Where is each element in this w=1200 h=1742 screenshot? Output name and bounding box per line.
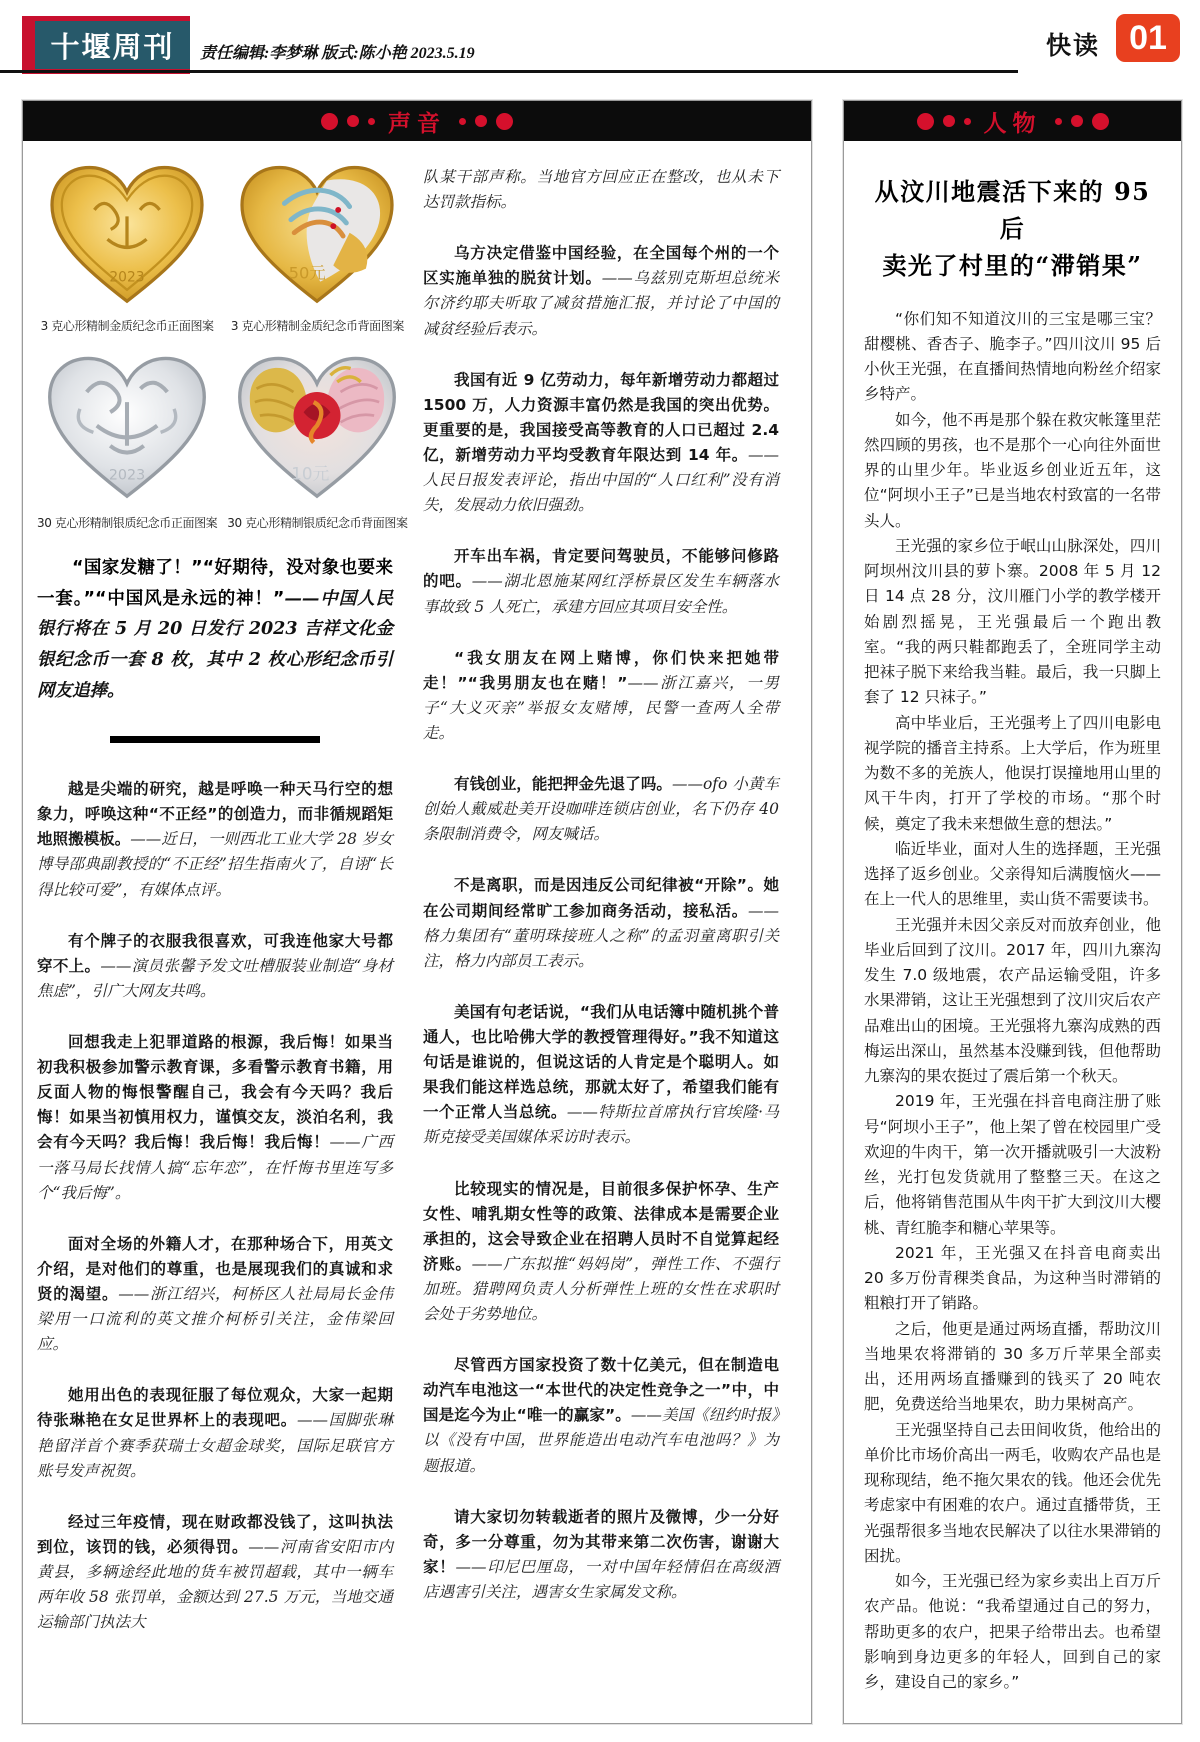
article-paragraph (864, 408, 1161, 534)
article-paragraph-text: “你们知不知道汶川的三宝是哪三宝？甜樱桃、香杏子、脆李子。”四川汶川 95 后小伙王光强，在直播间热情地向粉丝介绍家乡特产。 (864, 309, 1161, 404)
article-paragraph (864, 534, 1161, 711)
quote-text: 不是离职，而是因违反公司纪律被“开除”。她在公司期间经常旷工参加商务活动，接私活。 (423, 876, 779, 920)
masthead-title: 十堰周刊 (35, 21, 190, 69)
quote-text: 她用出色的表现征服了每位观众，大家一起期待张琳艳在女足世界杯上的表现吧。 (37, 1386, 393, 1430)
article-paragraph-text: 王光强的家乡位于岷山山脉深处，四川阿坝州汶川县的萝卜寨。2008 年 5 月 12 日 14 点 28 分，汶川雁门小学的教学楼开始剧烈摇晃，王光强最后一个跑出教室。“我的两只鞋都跑丢了，全班同学主动把袜子脱下来给我当鞋。最后，我一只脚上套了 12 只袜子。” (864, 536, 1161, 707)
quote-paragraph (423, 873, 779, 973)
coin-value-label: 10元 (291, 463, 330, 484)
editor-credit-line: 责任编辑:李梦琳 版式:陈小艳 2023.5.19 (200, 45, 475, 62)
quote-paragraph (37, 1510, 393, 1636)
attribution-text: ——近日，一则西北工业大学 28 岁女博导邵典副教授的“不正经”招生指南火了，自诩“长得比较可爱”，有媒体点评。 (37, 830, 393, 899)
quote-paragraph (423, 241, 779, 341)
quote-text: 美国有句老话说，“我们从电话簿中随机挑个普通人，也比哈佛大学的教授管理得好。”我不知道这句话是谁说的，但说这话的人肯定是个聪明人。如果我们能这样选总统，那就太好了，希望我们能有一个正常人当总统。 (423, 1002, 779, 1122)
people-article (844, 141, 1181, 1695)
quote-paragraph (423, 1353, 779, 1479)
article-paragraph (864, 1569, 1161, 1695)
quote-paragraph (37, 1383, 393, 1483)
attribution-text: ——乌兹别克斯坦总统米尔济约耶夫听取了减贫措施汇报，并讨论了中国的减贫经验后表示。 (423, 269, 779, 338)
article-paragraph-text: 王光强坚持自己去田间收货，他给出的单价比市场价高出一两毛，收购农产品也是现称现结，绝不拖欠果农的钱。他还会优先考虑家中有困难的农户。通过直播带货，王光强帮很多当地农民解决了以往水果滞销的困扰。 (864, 1420, 1161, 1565)
coin-photo-silver-back (227, 350, 407, 531)
quote-text: 越是尖端的研究，越是呼唤一种天马行空的想象力，呼唤这种“不正经”的创造力，而非循规蹈矩地照搬模板。 (37, 780, 393, 849)
article-paragraph-text: 之后，他更是通过两场直播，帮助汶川当地果农将滞销的 30 多万斤苹果全部卖出，还用两场直播赚到的钱买了 20 吨农肥，免费送给当地果农，助力果树高产。 (864, 1319, 1161, 1414)
quote-paragraph (423, 544, 779, 619)
quote-text: 经过三年疫情，现在财政都没钱了，这叫执法到位，该罚的钱，必须得罚。 (37, 1512, 393, 1556)
attribution-text: ——国脚张琳艳留洋首个赛季获瑞士女超金球奖，国际足联官方账号发声祝贺。 (37, 1411, 393, 1480)
coin-value-label: 50元 (289, 263, 327, 283)
silver-coin-front-image (43, 350, 211, 508)
section-label: 快读 (1046, 31, 1101, 60)
attribution-text: ——特斯拉首席执行官埃隆·马斯克接受美国媒体采访时表示。 (423, 1103, 779, 1147)
article-paragraph-text: 2019 年，王光强在抖音电商注册了账号“阿坝小王子”，他上架了曾在校园里广受欢迎的牛肉干，第一次开播就吸引一大波粉丝，光打包发货就用了整整三天。在这之后，他将销售范围从牛肉干扩大到汶川大樱桃、青红脆李和糖心苹果等。 (864, 1092, 1161, 1237)
quote-text: 有个牌子的衣服我很喜欢，可我连他家大号都穿不上。 (37, 931, 393, 975)
quote-paragraph (423, 1000, 779, 1151)
red-dot-icon (964, 118, 971, 125)
gold-coin-front-image (43, 161, 211, 311)
quote-text: 请大家切勿转载逝者的照片及微博，少一分好奇，多一分尊重，勿为其带来第二次伤害，谢谢大家！ (423, 1507, 779, 1576)
quote-paragraph (423, 772, 779, 847)
header-rule (0, 70, 1018, 73)
red-dot-icon (943, 115, 955, 127)
coin-year-label: 2023 (109, 269, 145, 286)
quote-paragraph (423, 1177, 779, 1328)
quote-text: 回想我走上犯罪道路的根源，我后悔！如果当初我积极参加警示教育课，多看警示教育书籍，用反面人物的悔恨警醒自己，我会有今天吗？我后悔！如果当初慎用权力，谨慎交友，淡泊名利，我会有今天吗？我后悔！我后悔！我后悔！ (37, 1033, 393, 1152)
coin-photo-silver-front (37, 350, 217, 531)
lead-quote-text: “国家发糖了！”“好期待，没对象也要来一套。”“中国风是永远的神！” (37, 558, 393, 609)
article-paragraph (864, 837, 1161, 913)
article-paragraph-text: 临近毕业，面对人生的选择题，王光强选择了返乡创业。父亲得知后满腹恼火——在上一代人的思维里，卖山货不需要读书。 (864, 839, 1161, 909)
people-paragraph-list (864, 307, 1161, 1696)
red-dot-icon (321, 113, 338, 130)
article-paragraph (864, 711, 1161, 837)
voice-column-2 (423, 161, 779, 1661)
red-dot-icon (1092, 113, 1109, 130)
lead-attribution-text: ——中国人民银行将在 5 月 20 日发行 2023 吉祥文化金银纪念币一套 8 枚，其中 2 枚心形纪念币引网友追捧。 (37, 588, 393, 701)
attribution-text: ——广西一落马局长找情人搞“忘年恋”，在忏悔书里连写多个“我后悔”。 (37, 1133, 393, 1202)
people-section-title: 人物 (983, 110, 1042, 137)
article-paragraph (864, 1089, 1161, 1241)
quote-text: 我国有近 9 亿劳动力，每年新增劳动力都超过 1500 万，人力资源丰富仍然是我国的突出优势。更重要的是，我国接受高等教育的人口已超过 2.4 亿，新增劳动力平均受教育年限达到 14 年。 (423, 370, 779, 464)
attribution-text: ——人民日报发表评论，指出中国的“人口红利”没有消失，发展动力依旧强劲。 (423, 445, 779, 515)
article-paragraph-text: 2021 年，王光强又在抖音电商卖出 20 多万份青稞类食品，为这种当时滞销的粗粮打开了销路。 (864, 1243, 1161, 1313)
quote-text: 有钱创业，能把押金先退了吗。 (454, 775, 672, 794)
coin-caption: 30 克心形精制银质纪念币正面图案 (37, 516, 218, 530)
quote-text: 乌方决定借鉴中国经验，在全国每个州的一个区实施单独的脱贫计划。 (423, 244, 779, 288)
quote-paragraph (423, 368, 779, 519)
red-dot-icon (475, 115, 487, 127)
voice-body (23, 141, 811, 1661)
coin-caption: 30 克心形精制银质纪念币背面图案 (227, 516, 408, 530)
red-dot-icon (1055, 118, 1062, 125)
voice-section-title: 声音 (388, 110, 446, 137)
quote-text: “我女朋友在网上赌博，你们快来把她带走！”“我男朋友也在赌！” (423, 648, 779, 692)
page-number-badge: 01 (1116, 14, 1180, 62)
red-dot-icon (1071, 115, 1083, 127)
quote-text: 开车出车祸，肯定要问驾驶员，不能够问修路的吧。 (423, 547, 779, 591)
article-headline (864, 173, 1161, 285)
voice-paragraph-list-1 (37, 777, 393, 1635)
article-paragraph-text: 高中毕业后，王光强考上了四川电影电视学院的播音主持系。上大学后，作为班里为数不多的羌族人，他误打误撞地用山里的风干牛肉，打开了学校的市场。“那个时候，奠定了我未来想做生意的想法。” (864, 713, 1161, 833)
attribution-text: ——浙江绍兴，柯桥区人社局局长金伟梁用一口流利的英文推介柯桥引关注，金伟梁回应。 (37, 1284, 393, 1354)
voice-section-bar (23, 101, 811, 141)
attribution-text: 队某干部声称。当地官方回应正在整改，也从未下达罚款指标。 (423, 168, 779, 212)
article-paragraph (864, 307, 1161, 408)
coin-caption: 3 克心形精制金质纪念币正面图案 (40, 319, 214, 333)
article-paragraph (864, 913, 1161, 1090)
attribution-text: ——演员张馨予发文吐槽服装业制造“身材焦虑”，引广大网友共鸣。 (37, 956, 393, 1000)
coin-photo-gold-back (227, 161, 407, 334)
coin-caption: 3 克心形精制金质纪念币背面图案 (230, 319, 404, 333)
quote-paragraph (37, 929, 393, 1004)
article-paragraph-text: 如今，王光强已经为家乡卖出上百万斤农产品。他说：“我希望通过自己的努力，帮助更多的农户，把果子给带出去。也希望影响到身边更多的年轻人，回到自己的家乡，建设自己的家乡。” (864, 1572, 1161, 1692)
headline-line-2: 卖光了村里的“滞销果” (882, 251, 1143, 281)
red-dot-icon (459, 118, 466, 125)
quote-paragraph (423, 165, 779, 215)
quote-text: 尽管西方国家投资了数十亿美元，但在制造电动汽车电池这一“本世代的决定性竞争之一”中，中国是迄今为止“唯一的赢家”。 (423, 1356, 779, 1425)
red-dot-icon (917, 113, 934, 130)
coin-photo-grid (37, 161, 408, 531)
attribution-text: ——印尼巴厘岛，一对中国年轻情侣在高级酒店遇害引关注，遇害女生家属发文称。 (423, 1557, 779, 1602)
article-paragraph (864, 1241, 1161, 1317)
section-divider-bar (110, 736, 320, 743)
red-dot-icon (368, 118, 375, 125)
article-paragraph-text: 如今，他不再是那个躲在救灾帐篷里茫然四顾的男孩，也不是那个一心向往外面世界的山里少年。毕业返乡创业近五年，这位“阿坝小王子”已是当地农村致富的一名带头人。 (864, 410, 1161, 530)
quote-paragraph (37, 1232, 393, 1358)
masthead-logo (22, 16, 190, 74)
silver-coin-back-image (233, 350, 401, 508)
attribution-text: ——美国《纽约时报》以《没有中国，世界能造出电动汽车电池吗？》为题报道。 (423, 1406, 779, 1475)
quote-paragraph (423, 646, 779, 746)
coin-photo-gold-front (37, 161, 217, 334)
quote-paragraph (37, 1030, 393, 1206)
quote-text: 面对全场的外籍人才，在那种场合下，用英文介绍，是对他们的尊重，也是展现我们的真诚和求贤的渴望。 (37, 1234, 393, 1303)
red-dot-icon (347, 115, 359, 127)
quote-text: 比较现实的情况是，目前很多保护怀孕、生产女性、哺乳期女性等的政策、法律成本是需要企业承担的，这会导致企业在招聘人员时不自觉算起经济账。 (423, 1179, 779, 1273)
attribution-text: ——广东拟推“妈妈岗”，弹性工作、不强行加班。猎聘网负责人分析弹性上班的女性在求职时会处于劣势地位。 (423, 1254, 779, 1324)
headline-line-1: 从汶川地震活下来的 95 后 (874, 177, 1151, 244)
attribution-text: ——河南省安阳市内黄县，多辆途经此地的货车被罚超载，其中一辆车两年收 58 张罚单，金额达到 27.5 万元，当地交通运输部门执法大 (37, 1537, 393, 1632)
coin-year-label: 2023 (108, 467, 146, 484)
voice-column-1 (37, 161, 408, 1661)
red-dot-icon (496, 113, 513, 130)
gold-coin-back-image (233, 161, 401, 311)
article-paragraph (864, 1317, 1161, 1418)
quote-paragraph (37, 777, 393, 903)
people-section-bar (844, 101, 1181, 141)
people-panel (843, 100, 1182, 1724)
attribution-text: ——浙江嘉兴，一男子“大义灭亲”举报女友赌博，民警一查两人全带走。 (423, 673, 779, 742)
attribution-text: ——格力集团有“董明珠接班人之称”的孟羽童离职引关注，格力内部员工表示。 (423, 901, 779, 970)
article-paragraph (864, 1418, 1161, 1570)
quote-paragraph (423, 1505, 779, 1605)
voice-lead-paragraph (37, 553, 393, 706)
voice-panel (22, 100, 812, 1724)
article-paragraph-text: 王光强并未因父亲反对而放弃创业，他毕业后回到了汶川。2017 年，四川九寨沟发生 7.0 级地震，农产品运输受阻，许多水果滞销，这让王光强想到了汶川灾后农产品难出山的困境。王光强将九寨沟成熟的西梅运出深山，虽然基本没赚到钱，但他帮助九寨沟的果农挺过了震后第一个秋天。 (864, 915, 1161, 1086)
attribution-text: ——湖北恩施某网红浮桥景区发生车辆落水事故致 5 人死亡，承建方回应其项目安全性。 (423, 572, 779, 616)
attribution-text: ——ofo 小黄车创始人戴威赴美开设咖啡连锁店创业，名下仍存 40 条限制消费令，网友喊话。 (423, 775, 780, 844)
